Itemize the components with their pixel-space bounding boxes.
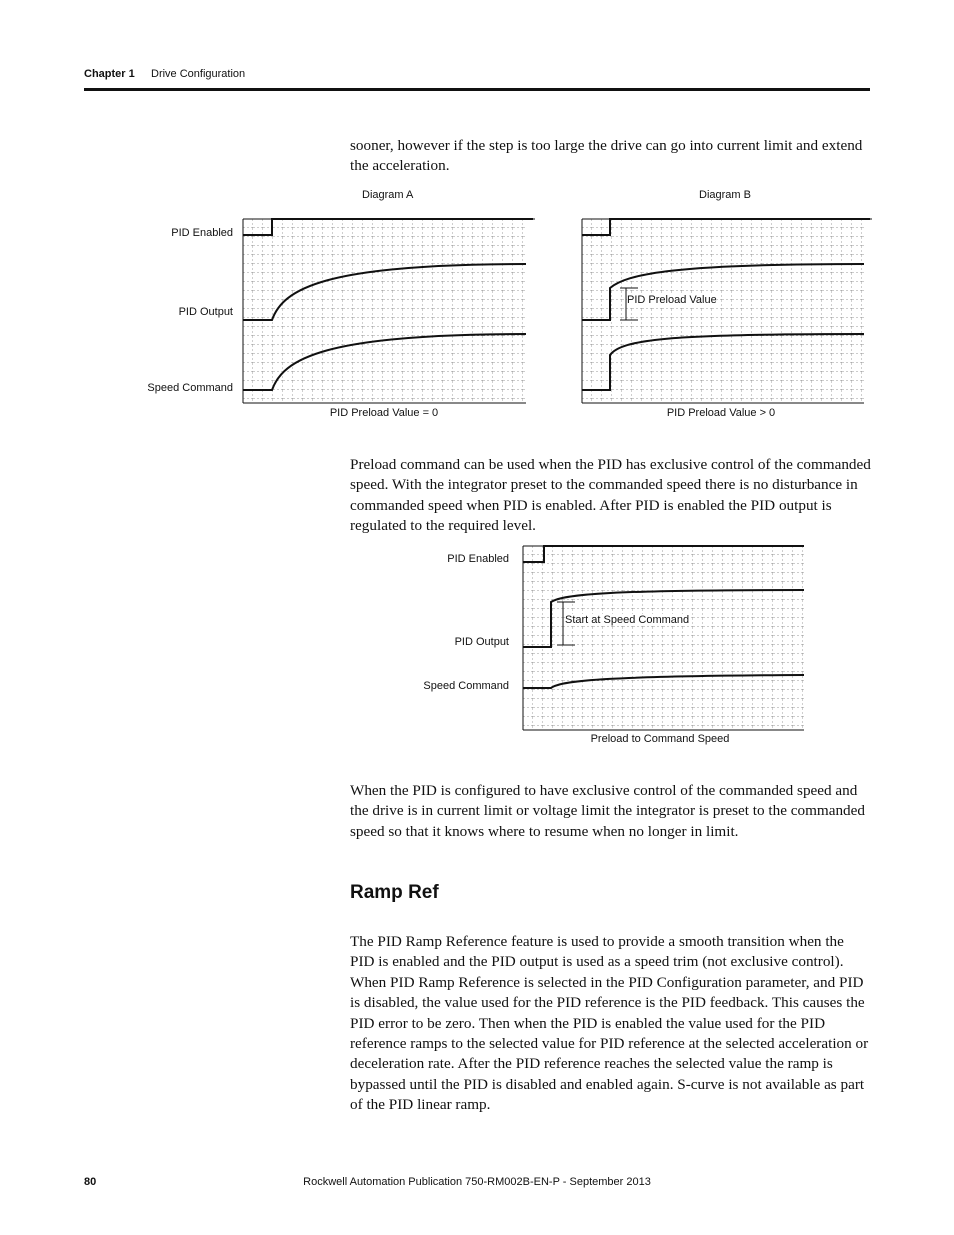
header-rule [84,88,870,91]
diagram-a-label-enabled: PID Enabled [171,227,233,239]
diagram-a-caption: PID Preload Value = 0 [329,407,439,419]
diagram-c-label-enabled: PID Enabled [447,553,509,565]
diagram-c-label-speed: Speed Command [423,680,509,692]
page-number: 80 [84,1176,97,1188]
diagram-a-label-output: PID Output [178,306,233,318]
diagram-a-grid [243,219,526,403]
diagram-c-caption: Preload to Command Speed [590,733,730,745]
chapter-title: Drive Configuration [151,68,246,80]
diagram-a-label-speed: Speed Command [147,382,233,394]
diagram-a-chart [243,219,535,405]
body-paragraph-3: When the PID is configured to have exclusive control of the commanded speed and the drive is in current limit or voltage limit the integrator is preset to the commanded speed so that it knows where to resume when no longer in limit. [350,782,865,840]
diagram-b-grid [582,219,864,403]
body-paragraph-2: Preload command can be used when the PID has exclusive control of the commanded speed. With the integrator preset to the commanded speed there is no disturbance in commanded speed when PID is enabled. After PID is enabled the PID output is regulated to the required level. [350,456,871,535]
diagram-b-title: Diagram B [699,189,751,201]
diagram-c-chart [523,546,806,732]
publication-info: Rockwell Automation Publication 750-RM002B-EN-P - September 2013 [303,1176,651,1188]
diagram-b-caption: PID Preload Value > 0 [666,407,776,419]
diagram-b-chart [582,219,872,405]
chapter-label: Chapter 1 [84,68,135,80]
diagram-c-label-output: PID Output [454,636,509,648]
section-heading: Ramp Ref [350,882,439,903]
diagram-c-grid [523,546,804,730]
diagram-c-annotation: Start at Speed Command [565,614,690,626]
body-paragraph-1: sooner, however if the step is too large the drive can go into current limit and extend the acceleration. [350,137,863,175]
body-paragraph-4: The PID Ramp Reference feature is used to provide a smooth transition when the PID is enabled and the PID output is used as a speed trim (not exclusive control). When PID Ramp Reference is selected in the PID Configuration parameter, and PID is disabled, the value used for the PID reference is the PID feedback. This causes the PID error to be zero. Then when the PID is enabled the value used for the PID reference ramps to the selected value for PID reference at the selected acceleration or deceleration rate. After the PID reference reaches the selected value the ramp is bypassed until the PID is disabled and enabled again. S-curve is not available as part of the PID linear ramp. [350,933,869,1114]
diagram-a-title: Diagram A [362,189,414,201]
diagram-b-annotation: PID Preload Value [627,294,717,306]
